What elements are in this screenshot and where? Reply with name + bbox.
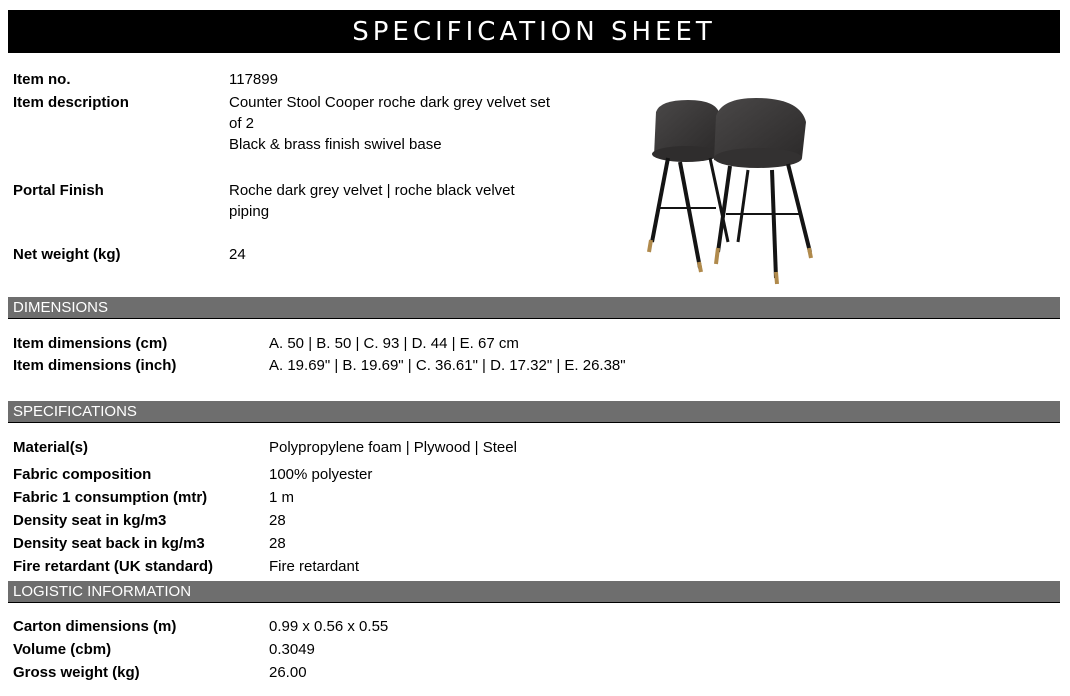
spec-label-fabric-composition: Fabric composition <box>13 466 152 483</box>
portal-finish-line-2: piping <box>229 203 270 220</box>
spec-label-density-seat: Density seat in kg/m3 <box>13 512 167 529</box>
spec-value-fabric-consumption: 1 m <box>269 489 295 506</box>
dimensions-inch-label: Item dimensions (inch) <box>13 357 177 374</box>
spec-value-fabric-composition: 100% polyester <box>269 466 373 483</box>
spec-label-materials: Material(s) <box>13 439 89 456</box>
logistic-information-header: LOGISTIC INFORMATION <box>8 581 1060 603</box>
spec-label-fabric-consumption: Fabric 1 consumption (mtr) <box>13 489 208 506</box>
dimensions-inch-value: A. 19.69" | B. 19.69" | C. 36.61" | D. 17.32" | E. 26.38" <box>269 357 626 374</box>
logistic-value-volume: 0.3049 <box>269 641 315 658</box>
item-no-label: Item no. <box>13 71 71 88</box>
logistic-label-volume: Volume (cbm) <box>13 641 112 658</box>
bar-stool-pair-image <box>638 92 818 288</box>
spec-label-density-seat-back: Density seat back in kg/m3 <box>13 535 205 552</box>
logistic-value-carton-dimensions: 0.99 x 0.56 x 0.55 <box>269 618 389 635</box>
item-description-line-1: Counter Stool Cooper roche dark grey velvet set <box>229 94 550 111</box>
spec-label-fire-retardant: Fire retardant (UK standard) <box>13 558 214 575</box>
item-description-line-2: of 2 <box>229 115 255 132</box>
portal-finish-line-1: Roche dark grey velvet | roche black velvet <box>229 182 515 199</box>
item-description-line-3: Black & brass finish swivel base <box>229 136 442 153</box>
net-weight-value: 24 <box>229 246 246 263</box>
dimensions-header: DIMENSIONS <box>8 297 1060 319</box>
logistic-value-gross-weight: 26.00 <box>269 664 307 681</box>
net-weight-label: Net weight (kg) <box>13 246 121 263</box>
item-no-value: 117899 <box>229 71 278 88</box>
logistic-label-carton-dimensions: Carton dimensions (m) <box>13 618 177 635</box>
spec-value-fire-retardant: Fire retardant <box>269 558 360 575</box>
dimensions-cm-label: Item dimensions (cm) <box>13 335 168 352</box>
spec-value-density-seat: 28 <box>269 512 286 529</box>
spec-value-materials: Polypropylene foam | Plywood | Steel <box>269 439 517 456</box>
stool-front-icon <box>714 98 811 284</box>
specifications-header: SPECIFICATIONS <box>8 401 1060 423</box>
spec-value-density-seat-back: 28 <box>269 535 286 552</box>
logistic-label-gross-weight: Gross weight (kg) <box>13 664 140 681</box>
portal-finish-label: Portal Finish <box>13 182 104 199</box>
dimensions-cm-value: A. 50 | B. 50 | C. 93 | D. 44 | E. 67 cm <box>269 335 519 352</box>
item-description-label: Item description <box>13 94 129 111</box>
page-title: SPECIFICATION SHEET <box>8 10 1060 53</box>
